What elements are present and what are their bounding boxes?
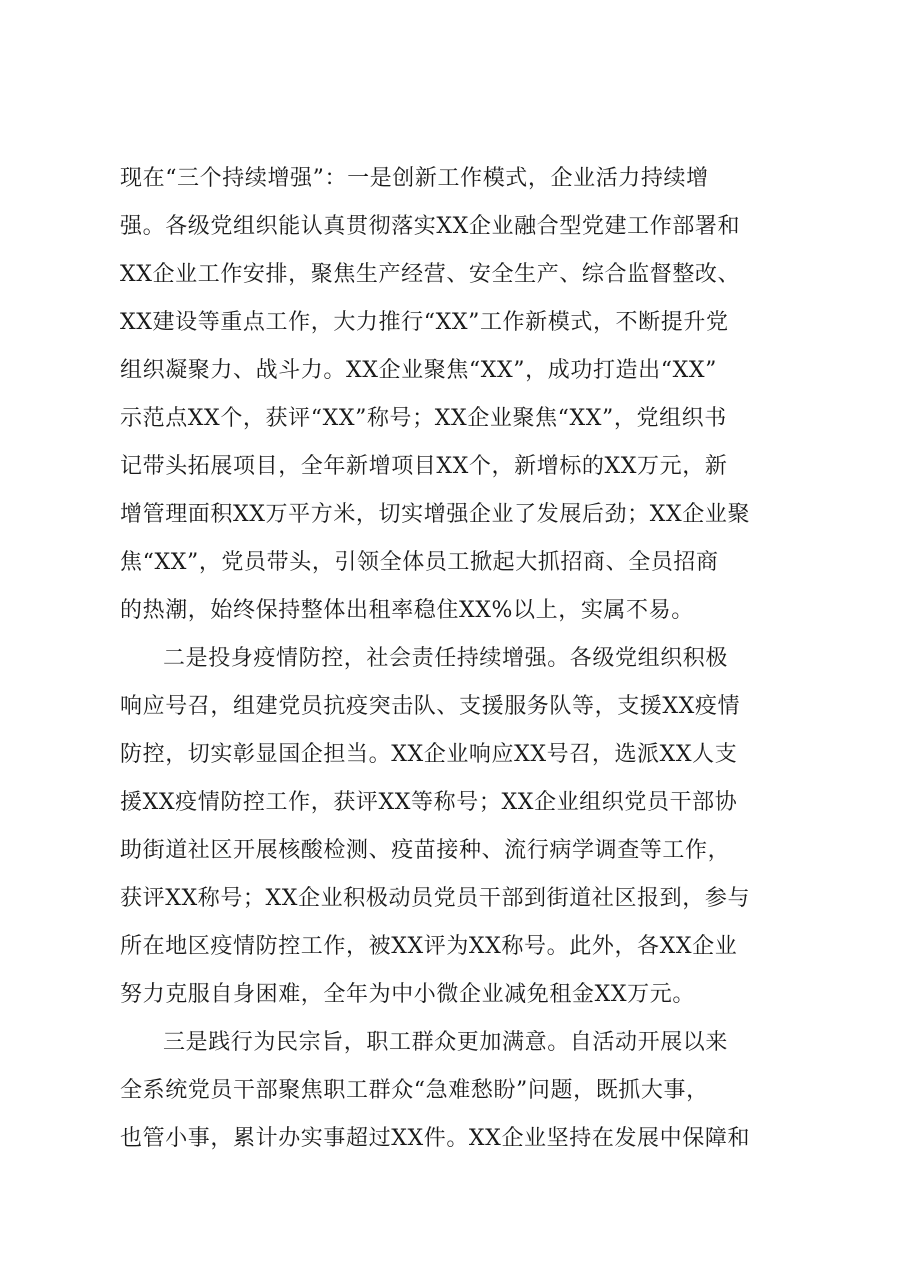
text-line: 现在“三个持续增强”：一是创新工作模式，企业活力持续增	[120, 166, 709, 191]
text-line: 所在地区疫情防控工作，被XX评为XX称号。此外，各XX企业	[120, 934, 738, 959]
text-line: 组织凝聚力、战斗力。XX企业聚焦“XX”，成功打造出“XX”	[120, 358, 717, 383]
text-line: 助街道社区开展核酸检测、疫苗接种、流行病学调查等工作，	[120, 838, 731, 863]
text-line: 获评XX称号；XX企业积极动员党员干部到街道社区报到，参与	[120, 886, 751, 911]
text-line: 增管理面积XX万平方米，切实增强企业了发展后劲；XX企业聚	[120, 502, 751, 527]
text-line: 援XX疫情防控工作，获评XX等称号；XX企业组织党员干部协	[120, 790, 738, 815]
text-line: 全系统党员干部聚焦职工群众“急难愁盼”问题，既抓大事，	[120, 1078, 709, 1103]
text-line: 响应号召，组建党员抗疫突击队、支援服务队等，支援XX疫情	[120, 694, 741, 719]
text-line: 的热潮，始终保持整体出租率稳住XX%以上，实属不易。	[120, 598, 694, 623]
text-line: 焦“XX”，党员带头，引领全体员工掀起大抓招商、全员招商	[120, 550, 719, 575]
text-line: 防控，切实彰显国企担当。XX企业响应XX号召，选派XX人支	[120, 742, 738, 767]
paragraph-start-line: 二是投身疫情防控，社会责任持续增强。各级党组织积极	[163, 646, 729, 671]
text-line: 记带头拓展项目，全年新增项目XX个，新增标的XX万元，新	[120, 454, 728, 479]
text-line: 努力克服自身困难，全年为中小微企业减免租金XX万元。	[120, 982, 695, 1007]
text-line: 强。各级党组织能认真贯彻落实XX企业融合型党建工作部署和	[120, 214, 741, 239]
text-line: 也管小事，累计办实事超过XX件。XX企业坚持在发展中保障和	[120, 1126, 751, 1151]
paragraph-start-line: 三是践行为民宗旨，职工群众更加满意。自活动开展以来	[163, 1030, 729, 1055]
text-line: XX建设等重点工作，大力推行“XX”工作新模式，不断提升党	[120, 310, 729, 335]
text-line: 示范点XX个，获评“XX”称号；XX企业聚焦“XX”，党组织书	[120, 406, 727, 431]
text-line: XX企业工作安排，聚焦生产经营、安全生产、综合监督整改、	[120, 262, 741, 287]
